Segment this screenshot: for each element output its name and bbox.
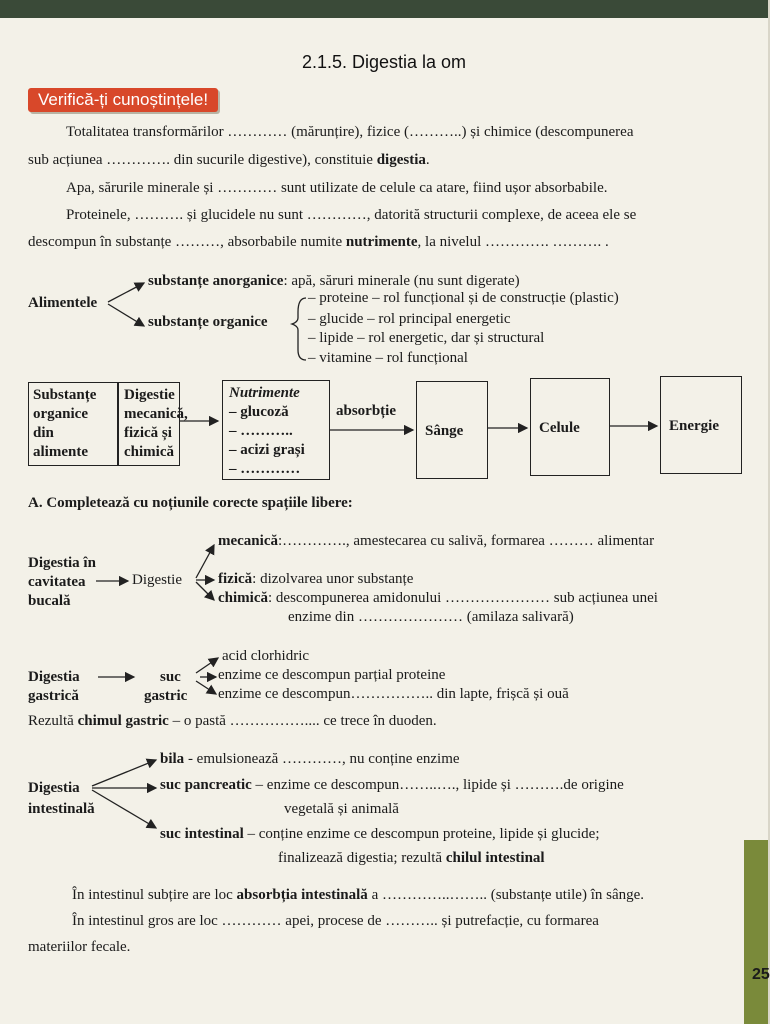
bucal-chimica-line2: enzime din ………………… (amilaza salivară) xyxy=(288,609,574,625)
intestinal-pancreatic-line2: vegetală și animală xyxy=(284,801,399,817)
gastric-label: Digestia gastrică xyxy=(28,669,80,704)
bucal-fizica: fizică: dizolvarea unor substanțe xyxy=(218,571,414,587)
organic-item-proteine: – proteine – rol funcțional și de construcție (plastic) xyxy=(308,290,619,306)
gastric-enzime-proteine: enzime ce descompun parțial proteine xyxy=(218,667,446,683)
term-nutrimente: nutrimente xyxy=(345,234,418,250)
flow-box-energie: Energie xyxy=(660,376,742,474)
organic-item-vitamine: – vitamine – rol funcțional xyxy=(308,350,468,366)
alimente-label: Alimentele xyxy=(28,295,98,311)
substante-anorganice: substanțe anorganice: apă, săruri minerale (nu sunt digerate) xyxy=(148,273,520,289)
intestinal-line2: finalizează digestia; rezultă chilul intestinal xyxy=(278,850,545,866)
bucal-mecanica: mecanică:…………., amestecarea cu salivă, formarea ……… alimentar xyxy=(218,533,655,549)
page-title: 2.1.5. Digestia la om xyxy=(301,52,467,72)
bucal-digestie: Digestie xyxy=(132,572,182,588)
intro-line-2: sub acțiunea …………. din sucurile digestive), constituie digestia. xyxy=(28,152,430,168)
absorbtie-label: absorbție xyxy=(336,403,396,419)
final-line-1: În intestinul subțire are loc absorbția intestinală a …………..…….. (substanțe utile) în sânge. xyxy=(72,887,645,903)
nutrimente-title: Nutrimente xyxy=(229,385,300,401)
intestinal-suc-pancreatic: suc pancreatic – enzime ce descompun……..…., lipide și ……….de origine xyxy=(160,777,624,793)
final-line-2: În intestinul gros are loc ………… apei, procese de ……….. și putrefacție, cu formarea xyxy=(72,913,599,929)
bucal-label: Digestia în cavitatea bucală xyxy=(28,555,96,609)
bucal-chimica: chimică: descompunerea amidonului ………………… sub acțiunea unei xyxy=(218,590,658,606)
page-number: 25 xyxy=(752,966,770,983)
box-divider xyxy=(117,383,119,465)
intestinal-suc-intestinal: suc intestinal – conține enzime ce descompun proteine, lipide și glucide; xyxy=(160,826,600,842)
gastric-acid: acid clorhidric xyxy=(222,648,310,664)
term-digestia: digestia xyxy=(376,152,426,168)
chim-gastric-result: Rezultă chimul gastric – o pastă …………….... ce trece în duoden. xyxy=(28,713,437,729)
intro-line-4: Proteinele, ………. și glucidele nu sunt …………, datorită structurii complexe, de aceea ele se xyxy=(66,207,637,223)
intestinal-bila: bila - emulsionează …………, nu conține enzime xyxy=(160,751,460,767)
flow-box-nutrimente: Nutrimente – glucoză – ……….. – acizi grași – ………… xyxy=(222,380,330,480)
intro-line-3: Apa, sărurile minerale și ………… sunt utilizate de celule ca atare, fiind ușor absorbabile. xyxy=(66,180,608,196)
gastric-enzime-lapte: enzime ce descompun…………….. din lapte, frișcă și ouă xyxy=(218,686,569,702)
section-badge: Verifică-ți cunoștințele! xyxy=(28,88,218,112)
intro-line-1: Totalitatea transformărilor ………… (mărunțire), fizice (………..) și chimice (descompunerea xyxy=(66,124,634,140)
intestinal-label: Digestia intestinală xyxy=(28,780,95,817)
flow-box-substante: Substanțe organice din alimente Digestie mecanică, fizică și chimică xyxy=(28,382,180,466)
organic-item-glucide: – glucide – rol principal energetic xyxy=(308,311,511,327)
suc-gastric-label: suc gastric xyxy=(144,669,188,704)
task-a-heading: A. Completează cu noțiunile corecte spațiile libere: xyxy=(28,495,353,511)
final-line-3: materiilor fecale. xyxy=(28,939,131,955)
flow-box-sange: Sânge xyxy=(416,381,488,479)
substante-organice: substanțe organice xyxy=(148,314,268,330)
flow-box-celule: Celule xyxy=(530,378,610,476)
organic-item-lipide: – lipide – rol energetic, dar și structural xyxy=(308,330,545,346)
intro-line-5: descompun în substanțe ………, absorbabile numite nutrimente, la nivelul …………. ………. . xyxy=(28,234,609,250)
